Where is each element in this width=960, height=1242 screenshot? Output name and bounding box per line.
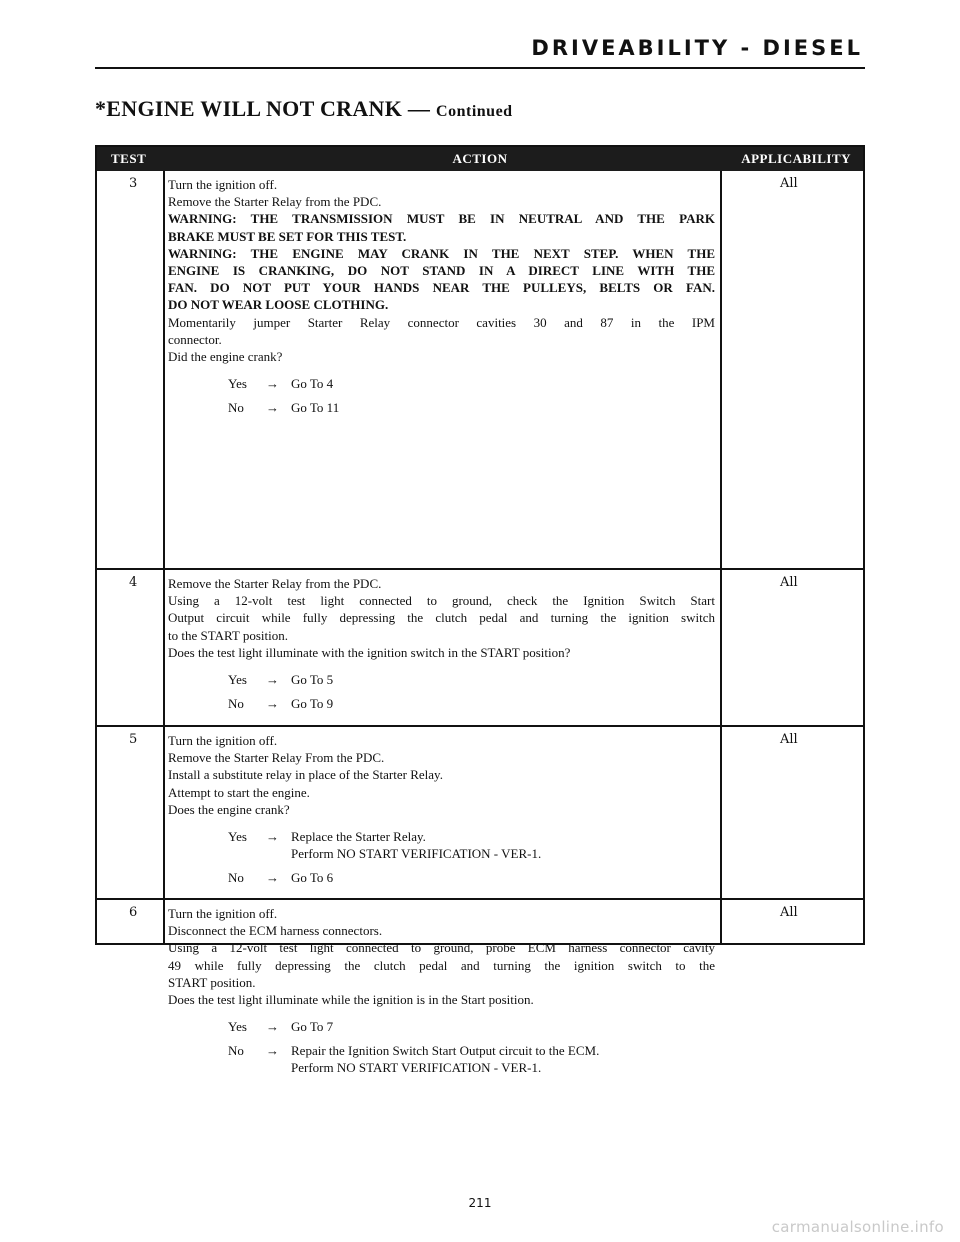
- arrow-right-icon: →: [266, 376, 279, 392]
- action-line: Disconnect the ECM harness connectors.: [168, 923, 383, 939]
- branch-yes-label: Yes: [228, 672, 247, 688]
- arrow-right-icon: →: [266, 1019, 279, 1035]
- test-action: [168, 732, 715, 889]
- page-title-suffix: Continued: [436, 103, 513, 120]
- branch-yes-result: Go To 7: [291, 1019, 334, 1035]
- action-line: Does the test light illuminate with the ignition switch in the START position?: [168, 644, 571, 660]
- branch-yes: [168, 671, 715, 691]
- branch-yes-result: Go To 5: [291, 672, 334, 688]
- arrow-right-icon: →: [266, 672, 279, 688]
- test-number: 4: [129, 575, 138, 590]
- action-line: Using a 12-volt test light connected to ground, probe ECM harness connector cavity: [168, 940, 715, 956]
- action-line: 49 while fully depressing the clutch pedal and turning the ignition switch to the: [168, 957, 715, 973]
- action-line: Remove the Starter Relay from the PDC.: [168, 194, 382, 210]
- test-applicability: All: [780, 732, 798, 747]
- action-line: Remove the Starter Relay From the PDC.: [168, 750, 385, 766]
- branch-no-result: Go To 11: [291, 400, 340, 416]
- action-line: Install a substitute relay in place of the Starter Relay.: [168, 767, 443, 783]
- test-applicability: All: [780, 575, 798, 590]
- branch-no-label: No: [228, 400, 244, 416]
- action-line: Using a 12-volt test light connected to ground, check the Ignition Switch Start: [168, 593, 715, 609]
- warning-line: ENGINE IS CRANKING, DO NOT STAND IN A DIRECT LINE WITH THE: [168, 263, 715, 279]
- column-header-action: ACTION: [452, 151, 508, 166]
- arrow-right-icon: →: [266, 400, 279, 416]
- branch-yes-label: Yes: [228, 376, 247, 392]
- branch-yes-result-line: Replace the Starter Relay.: [291, 829, 426, 845]
- arrow-right-icon: →: [266, 1043, 279, 1059]
- arrow-right-icon: →: [266, 870, 279, 886]
- action-line: Attempt to start the engine.: [168, 784, 310, 800]
- column-header-applicability: APPLICABILITY: [741, 151, 851, 166]
- warning-line: WARNING: THE TRANSMISSION MUST BE IN NEUTRAL AND THE PARK: [168, 211, 715, 227]
- warning-line: DO NOT WEAR LOOSE CLOTHING.: [168, 297, 389, 313]
- branch-yes-label: Yes: [228, 1019, 247, 1035]
- action-line: Output circuit while fully depressing the clutch pedal and turning the ignition switch: [168, 610, 715, 626]
- action-line: Turn the ignition off.: [168, 733, 278, 748]
- test-applicability: All: [780, 905, 798, 920]
- warning-line: FAN. DO NOT PUT YOUR HANDS NEAR THE PULLEYS, BELTS OR FAN.: [168, 280, 715, 296]
- test-number: 5: [129, 732, 138, 747]
- branch-no: [168, 399, 715, 419]
- branch-no-result: Go To 9: [291, 696, 334, 712]
- branch-no: [168, 869, 715, 889]
- branch-yes: [168, 1018, 715, 1038]
- column-header-test: TEST: [111, 151, 147, 166]
- warning-line: WARNING: THE ENGINE MAY CRANK IN THE NEXT STEP. WHEN THE: [168, 245, 715, 261]
- action-line: connector.: [168, 331, 222, 347]
- action-line: Does the engine crank?: [168, 801, 290, 817]
- diagnostic-table: [95, 145, 865, 1076]
- action-line: Turn the ignition off.: [168, 177, 278, 192]
- table-row-test-6: [97, 898, 863, 1076]
- action-line: START position.: [168, 974, 256, 990]
- test-applicability: All: [780, 176, 798, 191]
- warning-line: BRAKE MUST BE SET FOR THIS TEST.: [168, 228, 407, 244]
- branch-no: [168, 695, 715, 715]
- action-line: to the START position.: [168, 627, 289, 643]
- test-number: 3: [129, 176, 138, 191]
- action-line: Remove the Starter Relay from the PDC.: [168, 576, 382, 591]
- branch-no-label: No: [228, 1043, 244, 1059]
- section-title: DRIVEABILITY - DIESEL: [531, 36, 863, 60]
- table-row-test-3: [97, 171, 863, 568]
- branch-no-result: Go To 6: [291, 870, 334, 886]
- branch-no: [168, 1042, 715, 1079]
- test-action: [168, 176, 715, 419]
- action-line: Momentarily jumper Starter Relay connector cavities 30 and 87 in the IPM: [168, 314, 715, 330]
- action-line: Did the engine crank?: [168, 349, 283, 365]
- branch-no-label: No: [228, 870, 244, 886]
- header-rule: [95, 67, 865, 69]
- table-row-test-5: [97, 725, 863, 900]
- arrow-right-icon: →: [266, 829, 279, 845]
- page-title: [95, 96, 513, 122]
- branch-yes-label: Yes: [228, 829, 247, 845]
- action-line: Turn the ignition off.: [168, 906, 278, 921]
- page-number: 211: [468, 1196, 492, 1210]
- branch-no-label: No: [228, 696, 244, 712]
- test-action: [168, 575, 715, 715]
- page-title-main: *ENGINE WILL NOT CRANK —: [95, 96, 431, 121]
- branch-yes-result: Go To 4: [291, 376, 334, 392]
- branch-yes-result: [291, 828, 711, 862]
- action-line: Does the test light illuminate while the ignition is in the Start position.: [168, 992, 534, 1008]
- branch-yes: [168, 375, 715, 395]
- table-row-test-4: [97, 568, 863, 727]
- branch-no-result-line: Perform NO START VERIFICATION - VER-1.: [291, 1060, 542, 1076]
- branch-no-result-line: Repair the Ignition Switch Start Output circuit to the ECM.: [291, 1043, 600, 1059]
- test-number: 6: [129, 905, 138, 920]
- branch-no-result: [291, 1042, 711, 1076]
- branch-yes: [168, 828, 715, 865]
- arrow-right-icon: →: [266, 696, 279, 712]
- test-action: [168, 905, 715, 1079]
- table-header: [97, 147, 863, 171]
- watermark: carmanualsonline.info: [771, 1218, 944, 1236]
- branch-yes-result-line: Perform NO START VERIFICATION - VER-1.: [291, 846, 542, 862]
